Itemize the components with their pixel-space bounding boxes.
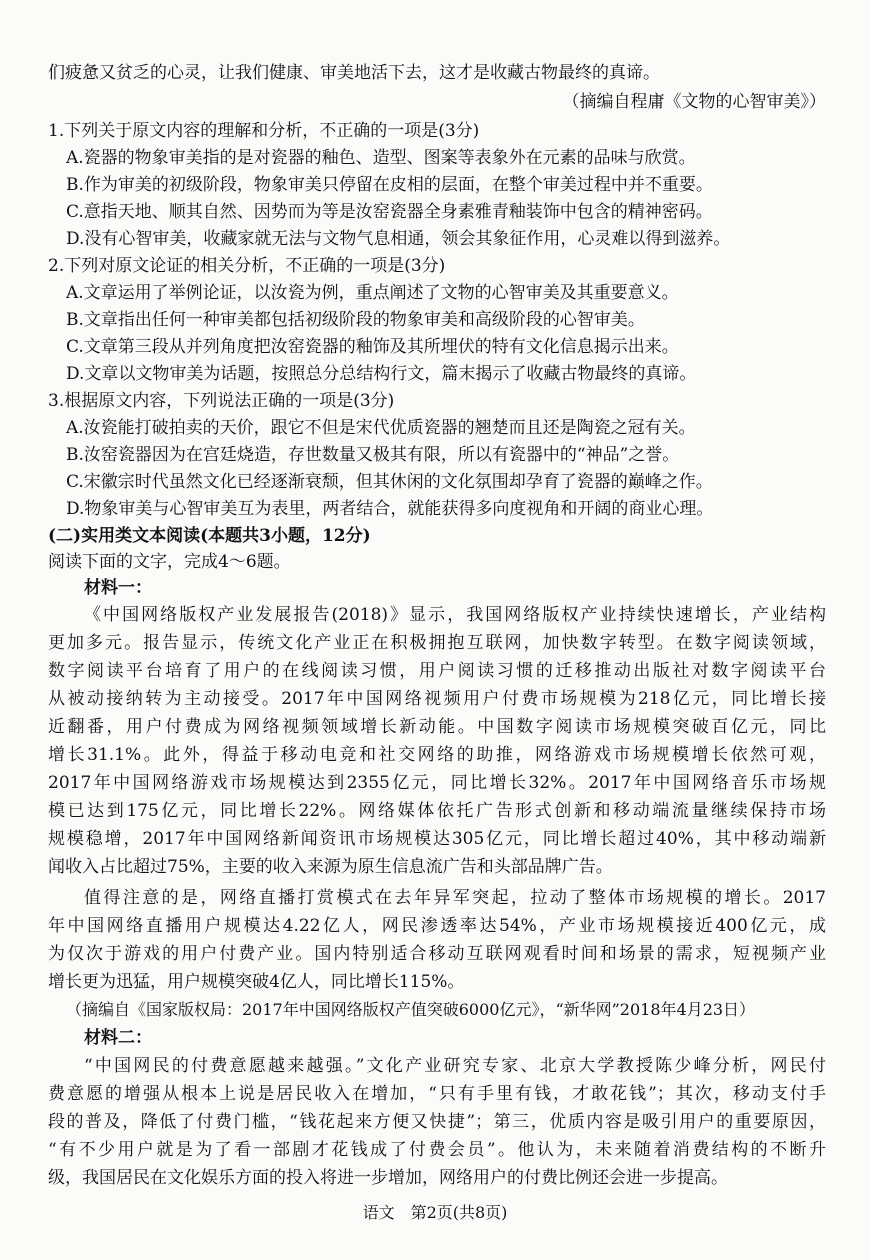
material-2-label: 材料二：: [84, 1028, 152, 1048]
question-2-option-d: D.文章以文物审美为话题，按照总分总结构行文，篇末揭示了收藏古物最终的真谛。: [66, 364, 697, 384]
material-2-para1-line: “有不少用户就是为了看一部剧才花钱成了付费会员”。他认为，未来随着消费结构的不断升: [48, 1140, 826, 1160]
page-footer: 语文 第2页(共8页): [362, 1203, 508, 1222]
question-3-stem: 3.根据原文内容，下列说法正确的一项是(3分): [48, 391, 395, 411]
material-2-para1-line: 段的普及，降低了付费门槛，“钱花起来方便又快捷”；第三，优质内容是吸引用户的重要原因，: [48, 1112, 826, 1132]
question-3-option-a: A.汝瓷能打破拍卖的天价，跟它不但是宋代优质瓷器的翘楚而且还是陶瓷之冠有关。: [66, 418, 696, 438]
passage-source: （摘编自程庸《文物的心智审美》）: [562, 92, 826, 112]
material-1-para1-line: 数字阅读平台培育了用户的在线阅读习惯，用户阅读习惯的迁移推动出版社对数字阅读平台: [48, 661, 826, 681]
question-1-option-d: D.没有心智审美，收藏家就无法与文物气息相通，领会其象征作用，心灵难以得到滋养。: [66, 229, 731, 249]
question-3-option-d: D.物象审美与心智审美互为表里，两者结合，就能获得多向度视角和开阔的商业心理。: [66, 499, 714, 519]
material-1-para1-line: 更加多元。报告显示，传统文化产业正在积极拥抱互联网，加快数字转型。在数字阅读领域，: [48, 633, 826, 653]
material-2-para1-line: 级，我国居民在文化娱乐方面的投入将进一步增加，网络用户的付费比例还会进一步提高。: [48, 1168, 728, 1188]
material-1-para2-line: 增长更为迅猛，用户规模突破4亿人，同比增长115%。: [48, 972, 465, 992]
question-2-stem: 2.下列对原文论证的相关分析，不正确的一项是(3分): [48, 256, 446, 276]
question-1-option-b: B.作为审美的初级阶段，物象审美只停留在皮相的层面，在整个审美过程中并不重要。: [66, 175, 713, 195]
material-1-para1-line: 2017年中国网络游戏市场规模达到2355亿元，同比增长32%。2017年中国网络音乐市场规: [48, 773, 826, 793]
material-1-para2-line: 年中国网络直播用户规模达4.22亿人，网民渗透率达54%，产业市场规模接近400亿元，成: [48, 916, 826, 936]
question-3-option-c: C.宋徽宗时代虽然文化已经逐渐衰颓，但其休闲的文化氛围却孕育了瓷器的巅峰之作。: [66, 472, 713, 492]
material-1-para2-line: 值得注意的是，网络直播打赏模式在去年异军突起，拉动了整体市场规模的增长。2017: [84, 888, 826, 908]
question-3-option-b: B.汝窑瓷器因为在宫廷烧造，存世数量又极其有限，所以有瓷器中的“神品”之誉。: [66, 445, 680, 465]
material-1-source: （摘编自《国家版权局：2017年中国网络版权产值突破6000亿元》，“新华网”2018年4月23日）: [66, 1000, 756, 1019]
question-2-option-a: A.文章运用了举例论证，以汝瓷为例，重点阐述了文物的心智审美及其重要意义。: [66, 283, 679, 303]
material-1-para1-line: 增长31.1%。此外，得益于移动电竞和社交网络的助推，网络游戏市场规模增长依然可观，: [48, 745, 826, 765]
material-1-para1-line: 规模稳增，2017年中国网络新闻资讯市场规模达305亿元，同比增长超过40%，其中移动端新: [48, 829, 826, 849]
material-1-para1-line: 《中国网络版权产业发展报告(2018)》显示，我国网络版权产业持续快速增长，产业结构: [84, 605, 826, 625]
question-1-stem: 1.下列关于原文内容的理解和分析，不正确的一项是(3分): [48, 121, 480, 141]
question-2-option-c: C.文章第三段从并列角度把汝窑瓷器的釉饰及其所埋伏的特有文化信息揭示出来。: [66, 337, 679, 357]
section-2-instruction: 阅读下面的文字，完成4～6题。: [48, 552, 291, 572]
material-2-para1-line: “中国网民的付费意愿越来越强。”文化产业研究专家、北京大学教授陈少峰分析，网民付: [84, 1056, 826, 1076]
question-1-option-c: C.意指天地、顺其自然、因势而为等是汝窑瓷器全身素雅青釉装饰中包含的精神密码。: [66, 202, 713, 222]
question-1-option-a: A.瓷器的物象审美指的是对瓷器的釉色、造型、图案等表象外在元素的品味与欣赏。: [66, 148, 696, 168]
material-1-para1-line: 闻收入占比超过75%，主要的收入来源为原生信息流广告和头部品牌广告。: [48, 857, 613, 877]
passage-end-line: 们疲惫又贫乏的心灵，让我们健康、审美地活下去，这才是收藏古物最终的真谛。: [48, 63, 660, 83]
material-1-para1-line: 模已达到175亿元，同比增长22%。网络媒体依托广告形式创新和移动端流量继续保持市场: [48, 801, 826, 821]
material-1-para2-line: 为仅次于游戏的用户付费产业。国内特别适合移动互联网观看时间和场景的需求，短视频产业: [48, 944, 826, 964]
material-1-label: 材料一：: [84, 578, 152, 598]
material-2-para1-line: 费意愿的增强从根本上说是居民收入在增加，“只有手里有钱，才敢花钱”；其次，移动支付手: [48, 1084, 826, 1104]
section-2-heading: (二)实用类文本阅读(本题共3小题，12分): [48, 526, 371, 546]
question-2-option-b: B.文章指出任何一种审美都包括初级阶段的物象审美和高级阶段的心智审美。: [66, 310, 645, 330]
material-1-para1-line: 近翻番，用户付费成为网络视频领域增长新动能。中国数字阅读市场规模突破百亿元，同比: [48, 717, 826, 737]
material-1-para1-line: 从被动接纳转为主动接受。2017年中国网络视频用户付费市场规模为218亿元，同比增长接: [48, 689, 826, 709]
